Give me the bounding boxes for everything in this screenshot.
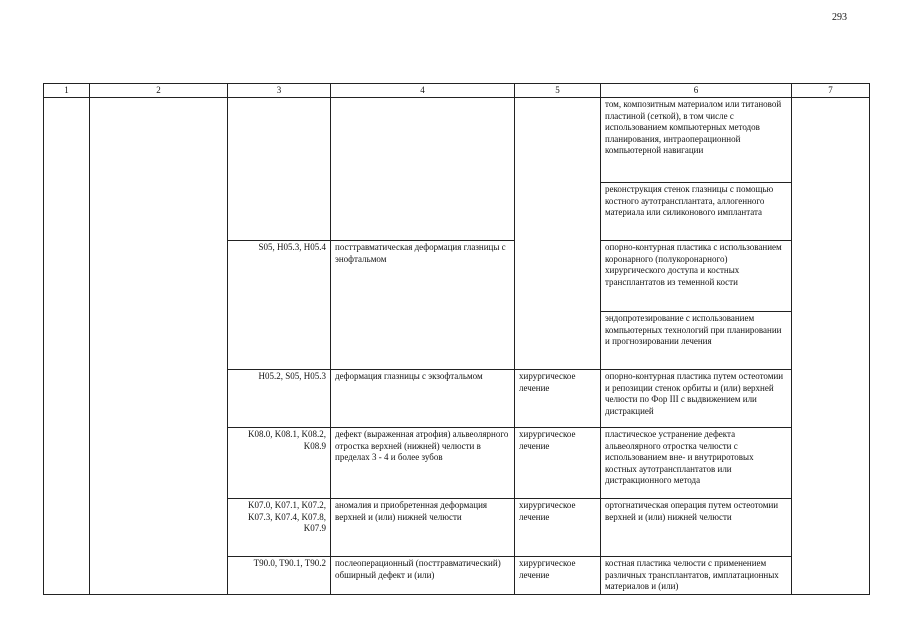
col2-cell xyxy=(90,98,228,595)
treatment-cell xyxy=(515,98,601,370)
diagnosis-cell: дефект (выраженная атрофия) альвеолярного отростка верхней (нижней) челюсти в пределах 3 - 4 и более зубов xyxy=(331,428,515,499)
treatment-cell: хирургическое лечение xyxy=(515,499,601,557)
code-cell: K07.0, K07.1, K07.2, K07.3, K07.4, K07.8, K07.9 xyxy=(228,499,331,557)
column-number: 1 xyxy=(44,84,90,98)
code-cell: S05, H05.3, H05.4 xyxy=(228,241,331,370)
code-cell: K08.0, K08.1, K08.2, K08.9 xyxy=(228,428,331,499)
col1-cell xyxy=(44,98,90,595)
col7-cell xyxy=(792,98,870,595)
diagnosis-cell: посттравматическая деформация глазницы с энофтальмом xyxy=(331,241,515,370)
table-row xyxy=(44,98,870,183)
diagnosis-cell xyxy=(331,98,515,241)
page-number: 293 xyxy=(832,12,847,23)
treatment-table xyxy=(43,83,870,595)
method-cell: эндопротезирование с использованием компьютерных технологий при планировании и прогнозировании лечения xyxy=(601,312,792,370)
method-cell: пластическое устранение дефекта альвеолярного отростка челюсти с использованием вне- и внутриротовых костных аутотрансплантатов или дистракционного метода xyxy=(601,428,792,499)
method-cell: костная пластика челюсти с применением различных трансплантатов, имплатационных материалов и (или) xyxy=(601,557,792,595)
diagnosis-cell: аномалия и приобретенная деформация верхней и (или) нижней челюсти xyxy=(331,499,515,557)
code-cell: T90.0, T90.1, T90.2 xyxy=(228,557,331,595)
treatment-cell: хирургическое лечение xyxy=(515,557,601,595)
diagnosis-cell: послеоперационный (посттравматический) обширный дефект и (или) xyxy=(331,557,515,595)
method-cell: опорно-контурная пластика с использованием коронарного (полукоронарного) хирургического доступа и костных трансплантатов из теменной кости xyxy=(601,241,792,312)
column-number: 7 xyxy=(792,84,870,98)
code-cell: H05.2, S05, H05.3 xyxy=(228,370,331,428)
method-cell: ортогнатическая операция путем остеотомии верхней и (или) нижней челюсти xyxy=(601,499,792,557)
column-number-row xyxy=(44,84,870,98)
method-cell: реконструкция стенок глазницы с помощью костного аутотрансплантата, аллогенного материала или силиконового имплантата xyxy=(601,183,792,241)
treatment-cell: хирургическое лечение xyxy=(515,370,601,428)
column-number: 3 xyxy=(228,84,331,98)
column-number: 2 xyxy=(90,84,228,98)
column-number: 6 xyxy=(601,84,792,98)
column-number: 5 xyxy=(515,84,601,98)
column-number: 4 xyxy=(331,84,515,98)
treatment-cell: хирургическое лечение xyxy=(515,428,601,499)
method-cell: опорно-контурная пластика путем остеотомии и репозиции стенок орбиты и (или) верхней челюсти по Фор III с выдвижением или дистракцией xyxy=(601,370,792,428)
method-cell: том, композитным материалом или титановой пластиной (сеткой), в том числе с использованием компьютерных методов планирования, интраоперационной компьютерной навигации xyxy=(601,98,792,183)
diagnosis-cell: деформация глазницы с экзофтальмом xyxy=(331,370,515,428)
code-cell xyxy=(228,98,331,241)
